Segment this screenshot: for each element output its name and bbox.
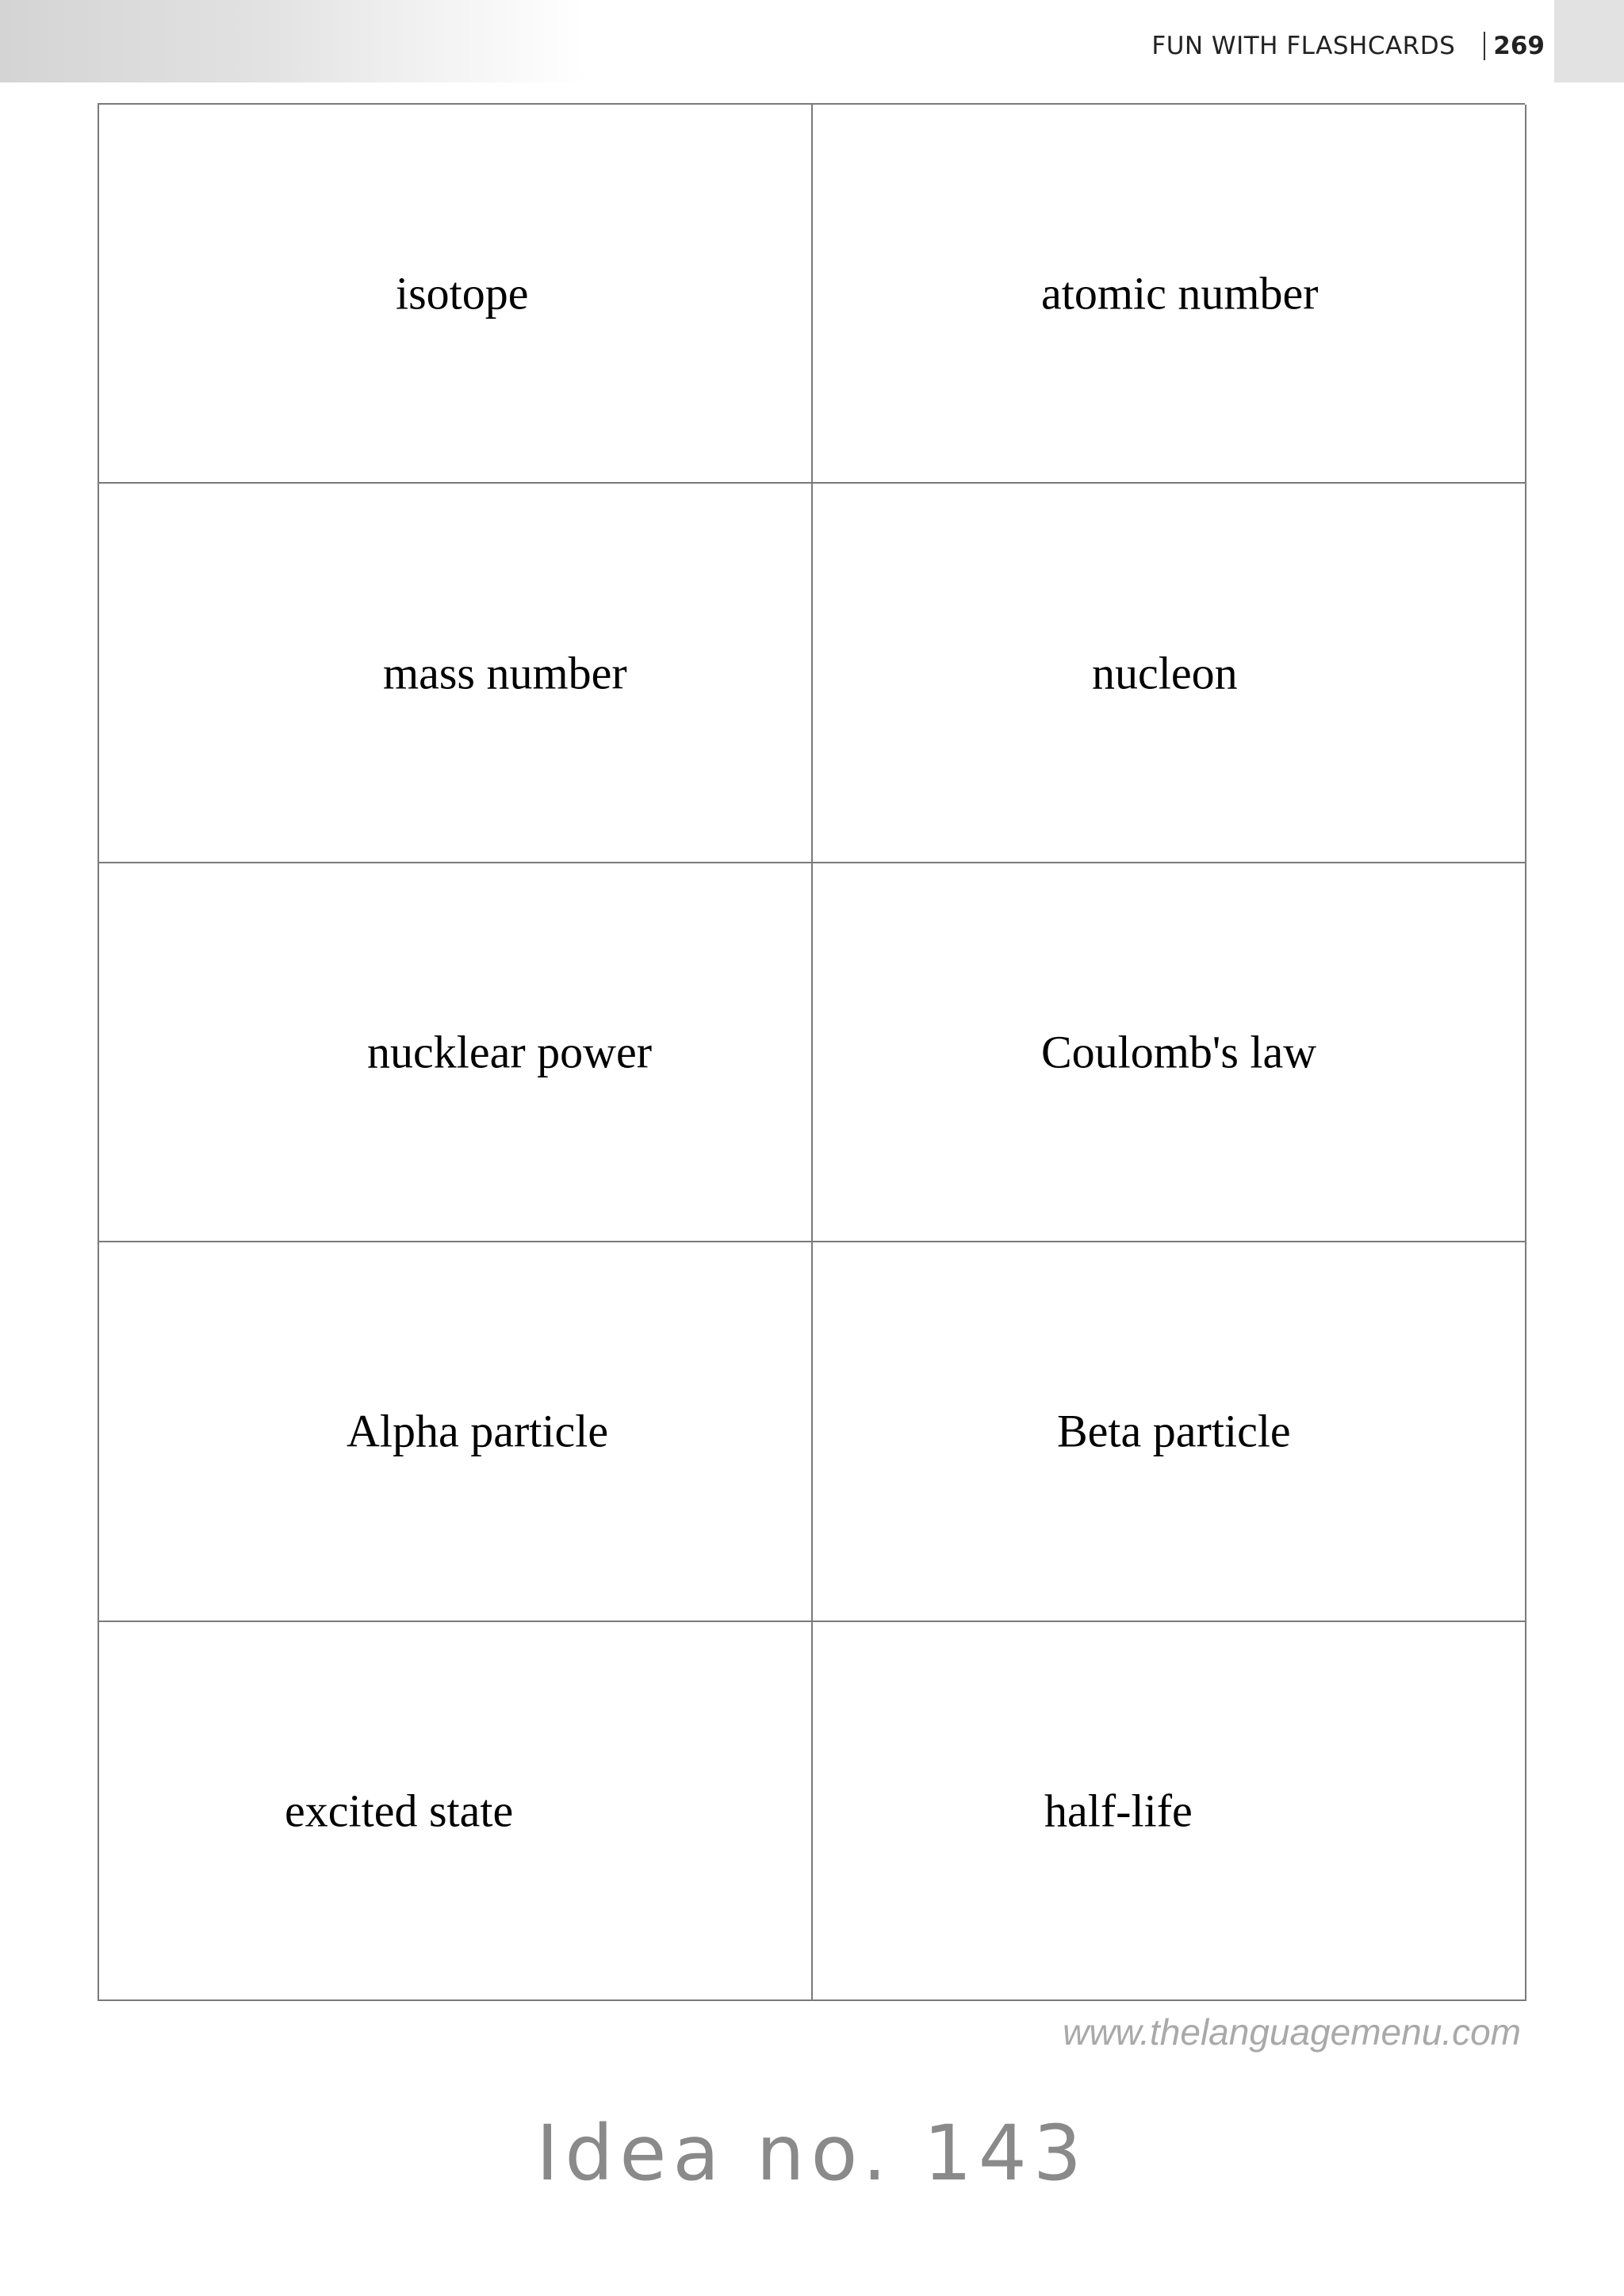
flashcard-label: Alpha particle xyxy=(347,1405,609,1457)
flashcard xyxy=(813,1622,1526,2001)
header-tab xyxy=(1554,0,1624,82)
flashcard-label: nucklear power xyxy=(367,1026,653,1078)
flashcard xyxy=(813,484,1526,863)
flashcard xyxy=(813,1242,1526,1621)
flashcard-grid xyxy=(98,103,1525,2001)
flashcard-label: nucleon xyxy=(1092,647,1238,699)
flashcard-label: mass number xyxy=(383,647,627,699)
flashcard-label: atomic number xyxy=(1041,267,1319,320)
header-title: FUN WITH FLASHCARDS xyxy=(1151,32,1456,60)
flashcard xyxy=(99,1622,813,2001)
flashcard-label: Coulomb's law xyxy=(1041,1026,1317,1078)
header-band xyxy=(0,0,587,82)
flashcard-label: Beta particle xyxy=(1057,1405,1291,1457)
flashcard xyxy=(99,863,813,1242)
running-header xyxy=(1151,30,1545,62)
flashcard xyxy=(99,105,813,484)
flashcard-label: isotope xyxy=(396,267,529,320)
idea-number: Idea no. 143 xyxy=(536,2109,1088,2198)
flashcard xyxy=(813,105,1526,484)
flashcard xyxy=(99,484,813,863)
flashcard-label: half-life xyxy=(1044,1785,1193,1837)
website-url: www.thelanguagemenu.com xyxy=(1063,2011,1521,2053)
flashcard xyxy=(99,1242,813,1621)
flashcard xyxy=(813,863,1526,1242)
page-number: 269 xyxy=(1493,32,1545,60)
flashcard-label: excited state xyxy=(285,1785,514,1837)
header-separator xyxy=(1484,32,1485,60)
